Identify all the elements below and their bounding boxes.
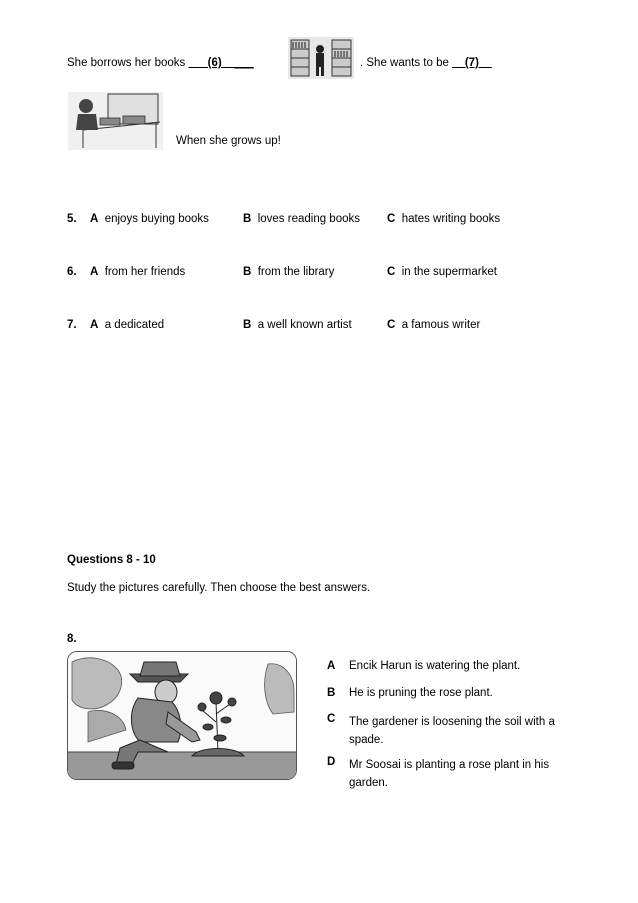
option-7c[interactable]: C a famous writer xyxy=(387,319,481,331)
option-5b[interactable]: B loves reading books xyxy=(243,213,360,225)
option-8b-text: He is pruning the rose plant. xyxy=(349,687,493,699)
passage-text-2: . She wants to be xyxy=(360,57,453,69)
question-7 xyxy=(67,319,77,331)
blank-6-tail: ___ xyxy=(234,57,254,69)
option-8a-text: Encik Harun is watering the plant. xyxy=(349,660,521,672)
option-7b[interactable]: B a well known artist xyxy=(243,319,352,331)
question-number: 6. xyxy=(67,266,77,278)
question-number: 7. xyxy=(67,319,77,331)
option-8c-text: The gardener is loosening the soil with a spade. xyxy=(349,716,555,746)
option-8b[interactable]: B xyxy=(327,687,336,699)
option-7a[interactable]: A a dedicated xyxy=(90,319,165,331)
blank-7: __(7)__ xyxy=(452,57,492,69)
gardener-planting-picture xyxy=(67,651,297,780)
option-6c[interactable]: C in the supermarket xyxy=(387,266,497,278)
question-5 xyxy=(67,213,77,225)
option-8d-text: Mr Soosai is planting a rose plant in his garden. xyxy=(349,759,550,789)
blank-6: ___(6)__ xyxy=(188,57,235,69)
option-5c[interactable]: C hates writing books xyxy=(387,213,501,225)
question-8-number: 8. xyxy=(67,633,77,645)
option-8d[interactable]: D xyxy=(327,756,336,768)
option-5a[interactable]: A enjoys buying books xyxy=(90,213,209,225)
option-8c[interactable]: C xyxy=(327,713,336,725)
question-number: 5. xyxy=(67,213,77,225)
question-6 xyxy=(67,266,77,278)
section-heading: Questions 8 - 10 xyxy=(67,554,156,566)
option-6b[interactable]: B from the library xyxy=(243,266,335,278)
option-6a[interactable]: A from her friends xyxy=(90,266,186,278)
library-picture xyxy=(288,37,354,79)
option-8a[interactable]: A xyxy=(327,660,336,672)
passage-line-2: When she grows up! xyxy=(176,135,281,147)
passage-text-1: She borrows her books xyxy=(67,57,189,69)
passage-line-1-cont xyxy=(360,57,492,69)
section-instruction: Study the pictures carefully. Then choose the best answers. xyxy=(67,582,371,594)
passage-line-1 xyxy=(67,57,254,69)
girl-reading-picture xyxy=(68,92,163,150)
